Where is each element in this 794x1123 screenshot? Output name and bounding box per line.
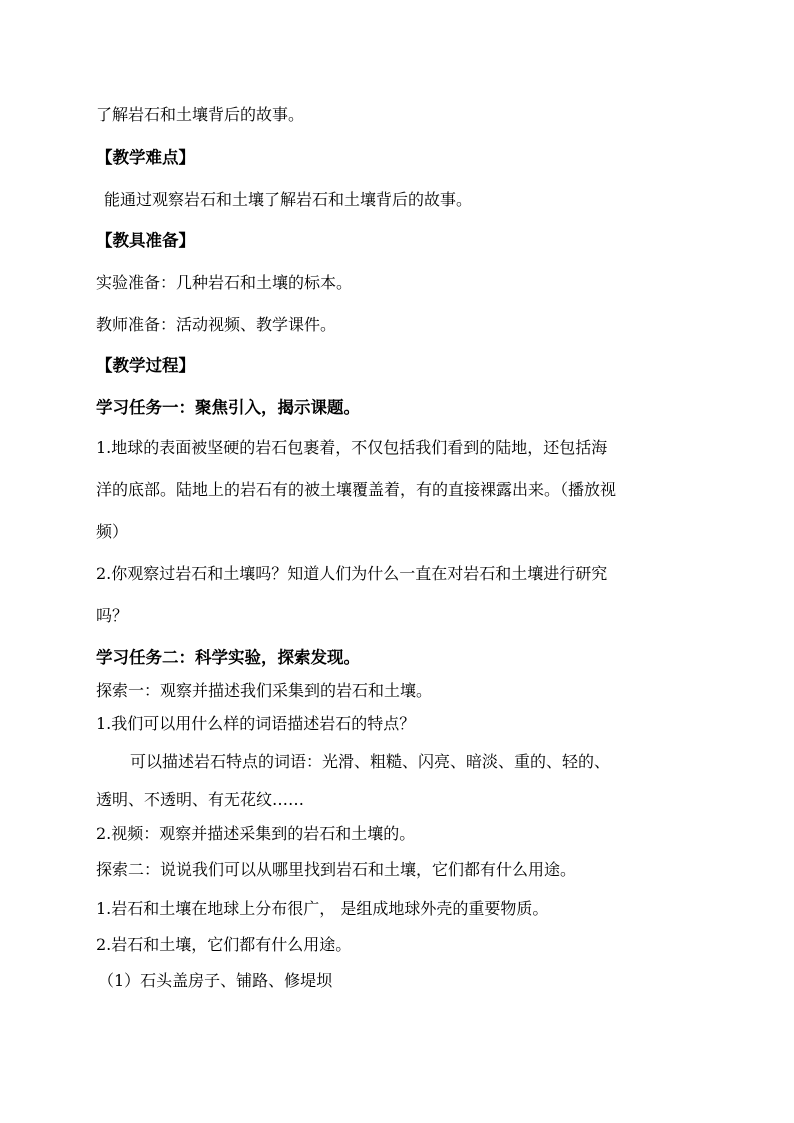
body-text-line: 探索一：观察并描述我们采集到的岩石和土壤。 [96,681,433,700]
body-text-line: 吗？ [96,606,129,625]
task-heading-2: 学习任务二：科学实验，探索发现。 [96,648,360,667]
body-text-line: 1.地球的表面被坚硬的岩石包裹着，不仅包括我们看到的陆地，还包括海 [96,438,608,457]
body-text-line: 了解岩石和土壤背后的故事。 [96,105,305,124]
body-text-line: 频） [96,522,129,541]
section-heading-difficulty: 【教学难点】 [96,148,195,167]
body-text-line: 能通过观察岩石和土壤了解岩石和土壤背后的故事。 [104,190,473,209]
body-text-line: 2.你观察过岩石和土壤吗？知道人们为什么一直在对岩石和土壤进行研究 [96,564,608,583]
body-text-line: 实验准备：几种岩石和土壤的标本。 [96,273,353,292]
body-text-line: 2.视频：观察并描述采集到的岩石和土壤的。 [96,824,416,843]
body-text-line: （1）石头盖房子、铺路、修堤坝 [98,971,333,990]
body-text-line: 1.我们可以用什么样的词语描述岩石的特点？ [96,714,416,733]
body-text-line: 1.岩石和土壤在地球上分布很广， 是组成地球外壳的重要物质。 [96,899,549,918]
body-text-line: 教师准备：活动视频、教学课件。 [96,315,337,334]
section-heading-process: 【教学过程】 [96,356,195,375]
body-text-line: 可以描述岩石特点的词语：光滑、粗糙、闪亮、暗淡、重的、轻的、 [130,752,611,771]
body-text-line: 探索二：说说我们可以从哪里找到岩石和土壤，它们都有什么用途。 [96,860,577,879]
body-text-line: 2.岩石和土壤，它们都有什么用途。 [96,935,352,954]
section-heading-materials: 【教具准备】 [96,231,195,250]
task-heading-1: 学习任务一：聚焦引入，揭示课题。 [96,398,360,417]
body-text-line: 透明、不透明、有无花纹…… [96,790,305,809]
body-text-line: 洋的底部。陆地上的岩石有的被土壤覆盖着，有的直接裸露出来。（播放视 [96,480,617,499]
